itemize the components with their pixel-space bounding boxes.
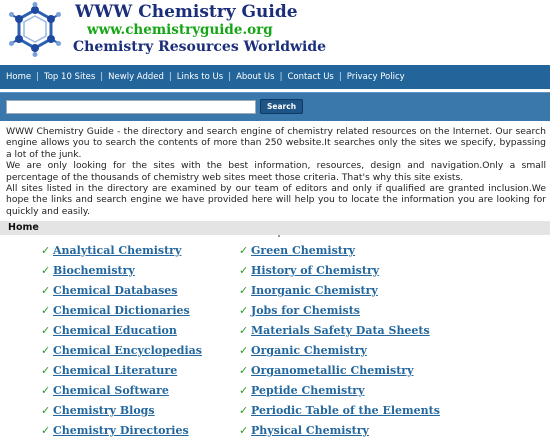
- checkmark-icon: ✓: [41, 283, 51, 297]
- category-link[interactable]: Jobs for Chemists: [251, 303, 360, 317]
- checkmark-icon: ✓: [239, 403, 249, 417]
- nav-separator: |: [100, 72, 104, 82]
- nav-about-us[interactable]: About Us: [236, 72, 275, 82]
- checkmark-icon: ✓: [239, 263, 249, 277]
- intro-paragraph-2: We are only looking for the sites with the best information, resources, design and navigation.Only a small percentage of the thousands of chemistry web sites meet those criteria. That's why this site exists.: [6, 160, 546, 183]
- category-item: [239, 260, 440, 280]
- category-directory: [0, 235, 550, 435]
- site-tagline: Chemistry Resources Worldwide: [73, 39, 327, 55]
- category-item: [239, 420, 440, 440]
- nav-separator: |: [168, 72, 172, 82]
- category-link[interactable]: Periodic Table of the Elements: [251, 403, 440, 417]
- checkmark-icon: ✓: [41, 243, 51, 257]
- intro-paragraph-3: All sites listed in the directory are examined by our team of editors and only if qualified are granted inclusion.We hope the links and search engine we have provided here will help you to locate the information you are looking for quickly and easily.: [6, 183, 546, 217]
- checkmark-icon: ✓: [41, 423, 51, 437]
- site-title[interactable]: WWW Chemistry Guide: [75, 2, 298, 22]
- category-item: [41, 300, 202, 320]
- checkmark-icon: ✓: [41, 303, 51, 317]
- checkmark-icon: ✓: [41, 383, 51, 397]
- category-item: [41, 240, 202, 260]
- category-item: [239, 380, 440, 400]
- search-input[interactable]: [6, 100, 256, 114]
- category-link[interactable]: Chemical Encyclopedias: [53, 343, 202, 357]
- category-item: [41, 280, 202, 300]
- nav-top-10-sites[interactable]: Top 10 Sites: [43, 72, 96, 82]
- nav-privacy-policy[interactable]: Privacy Policy: [346, 72, 405, 82]
- category-link[interactable]: Chemistry Directories: [53, 423, 189, 437]
- category-item: [239, 300, 440, 320]
- checkmark-icon: ✓: [239, 423, 249, 437]
- category-link[interactable]: Chemical Literature: [53, 363, 178, 377]
- category-link[interactable]: Chemical Databases: [53, 283, 178, 297]
- category-link[interactable]: Materials Safety Data Sheets: [251, 323, 430, 337]
- checkmark-icon: ✓: [239, 323, 249, 337]
- category-item: [239, 280, 440, 300]
- benzene-ring-logo-icon[interactable]: [6, 2, 64, 58]
- category-link[interactable]: Biochemistry: [53, 263, 135, 277]
- category-column-right: [239, 240, 440, 440]
- category-item: [239, 240, 440, 260]
- category-item: [41, 380, 202, 400]
- category-item: [41, 420, 202, 440]
- checkmark-icon: ✓: [239, 303, 249, 317]
- category-item: [41, 340, 202, 360]
- category-link[interactable]: Chemical Education: [53, 323, 177, 337]
- category-link[interactable]: Chemistry Blogs: [53, 403, 155, 417]
- checkmark-icon: ✓: [239, 243, 249, 257]
- checkmark-icon: ✓: [239, 383, 249, 397]
- nav-separator: |: [338, 72, 342, 82]
- category-link[interactable]: Analytical Chemistry: [53, 243, 182, 257]
- breadcrumb: [0, 221, 550, 235]
- category-link[interactable]: Physical Chemistry: [251, 423, 369, 437]
- category-item: [239, 340, 440, 360]
- category-link[interactable]: Chemical Software: [53, 383, 169, 397]
- category-item: [41, 320, 202, 340]
- checkmark-icon: ✓: [41, 263, 51, 277]
- nav-contact-us[interactable]: Contact Us: [287, 72, 334, 82]
- nav-separator: |: [36, 72, 39, 82]
- category-link[interactable]: Organic Chemistry: [251, 343, 367, 357]
- category-item: [239, 400, 440, 420]
- site-title-block: [75, 2, 326, 56]
- site-header: [0, 0, 550, 62]
- main-navbar: [0, 65, 550, 89]
- intro-text: [0, 121, 550, 219]
- checkmark-icon: ✓: [41, 343, 51, 357]
- category-column-left: [41, 240, 202, 440]
- category-link[interactable]: Organometallic Chemistry: [251, 363, 414, 377]
- checkmark-icon: ✓: [41, 403, 51, 417]
- decorative-dot: [278, 235, 280, 237]
- nav-separator: |: [228, 72, 232, 82]
- checkmark-icon: ✓: [239, 283, 249, 297]
- category-link[interactable]: Green Chemistry: [251, 243, 356, 257]
- breadcrumb-home: Home: [8, 222, 39, 234]
- checkmark-icon: ✓: [239, 363, 249, 377]
- search-bar: [0, 92, 550, 121]
- checkmark-icon: ✓: [239, 343, 249, 357]
- category-link[interactable]: Chemical Dictionaries: [53, 303, 190, 317]
- category-item: [41, 400, 202, 420]
- category-item: [41, 360, 202, 380]
- category-item: [239, 360, 440, 380]
- category-item: [239, 320, 440, 340]
- site-url[interactable]: www.chemistryguide.org: [87, 22, 273, 38]
- intro-paragraph-1: WWW Chemistry Guide - the directory and search engine of chemistry related resources on the Internet. Our search engine allows you to search the contents of more than 250 website.It searches only the sites we specify, bypassing a lot of the junk.: [6, 126, 546, 160]
- checkmark-icon: ✓: [41, 363, 51, 377]
- category-link[interactable]: History of Chemistry: [251, 263, 380, 277]
- nav-separator: |: [279, 72, 283, 82]
- nav-home[interactable]: Home: [6, 72, 32, 82]
- checkmark-icon: ✓: [41, 323, 51, 337]
- category-item: [41, 260, 202, 280]
- nav-links-to-us[interactable]: Links to Us: [176, 72, 224, 82]
- category-link[interactable]: Peptide Chemistry: [251, 383, 365, 397]
- search-button[interactable]: Search: [260, 99, 303, 114]
- nav-newly-added[interactable]: Newly Added: [108, 72, 164, 82]
- category-link[interactable]: Inorganic Chemistry: [251, 283, 378, 297]
